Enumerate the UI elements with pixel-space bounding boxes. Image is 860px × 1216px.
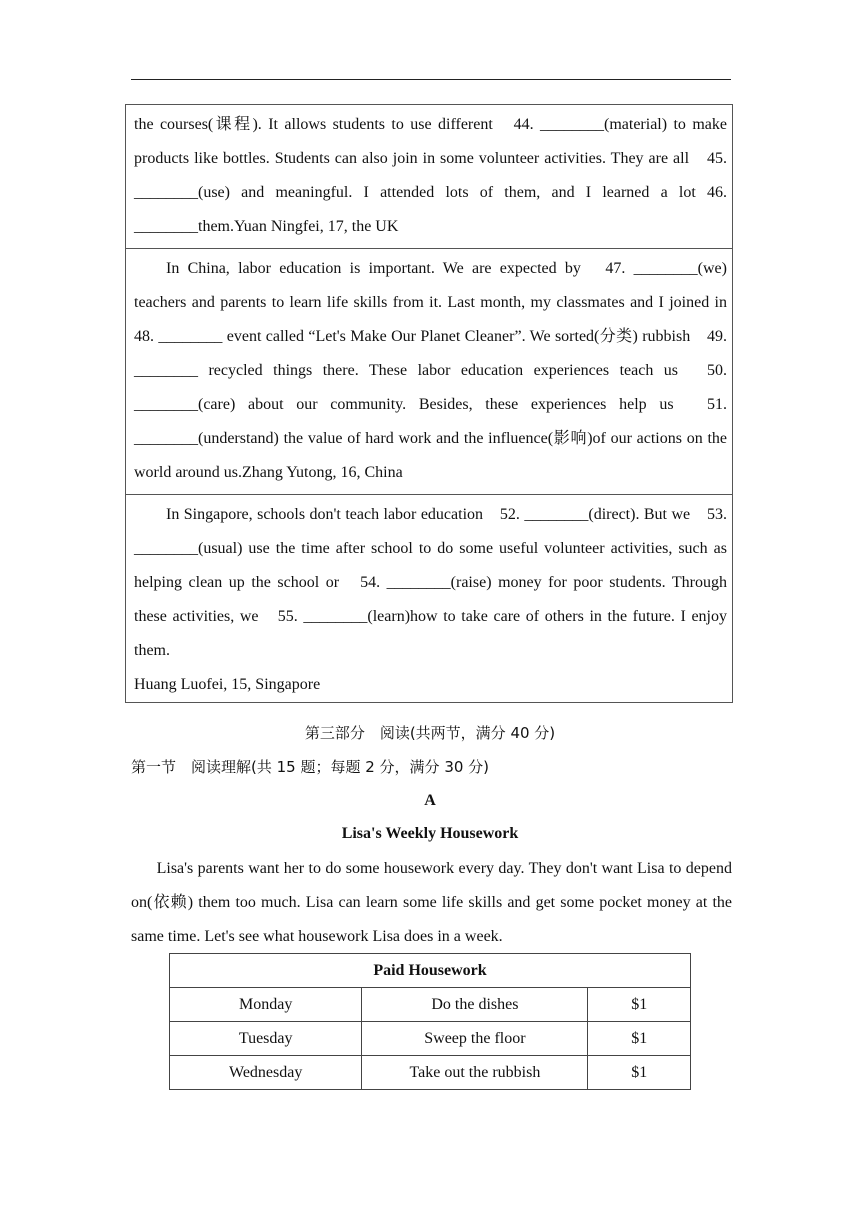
passage-text-uk: the courses(课程). It allows students to use different 44. ________(material) to make products like bottles. Students can also join in some volunteer activities. They are all 45. ________(use) and meaningful. I attended lots of them, and I learned a lot 46. ________them.Yuan Ningfei, 17, the UK <box>134 116 728 235</box>
passage-text-singapore: In Singapore, schools don't teach labor education 52. ________(direct). But we 53. ________(usual) use the time after school to do some useful volunteer activities, such as helping clean up the school or 54. ________(raise) money for poor students. Through these activities, we 55. ________(learn)how to take care of others in the future. I enjoy them. <box>134 506 728 659</box>
day-cell: Monday <box>170 988 362 1022</box>
section-heading: 第三部分 阅读(共两节，满分 40 分) <box>304 724 556 742</box>
header-rule <box>131 79 731 80</box>
pay-cell: $1 <box>588 1056 691 1090</box>
housework-table <box>169 953 691 1090</box>
passage-cell-china <box>126 249 744 495</box>
table-header-row <box>170 954 691 988</box>
passage-box <box>125 104 744 703</box>
day-cell: Tuesday <box>170 1022 362 1056</box>
table-row <box>170 988 691 1022</box>
task-cell: Sweep the floor <box>362 1022 588 1056</box>
pay-cell: $1 <box>588 1022 691 1056</box>
passage-cell-uk <box>126 105 732 249</box>
passage-cell-singapore <box>126 495 732 702</box>
task-cell: Take out the rubbish <box>362 1056 588 1090</box>
passage-text-china: In China, labor education is important. We are expected by 47. ________(we) teachers and parents to learn life skills from it. Last month, my classmates and I joined in 48. ________ event called “Let's Make Our Planet Cleaner”. We sorted(分类) rubbish 49. ________ recycled things there. These labor education experiences teach us 50. ________(care) about our community. Besides, these experiences help us 51. ________(understand) the value of hard work and the influence(影响)of our actions on the world around us.Zhang Yutong, 16, China <box>134 260 744 481</box>
task-cell: Do the dishes <box>362 988 588 1022</box>
table-row <box>170 1022 691 1056</box>
table-row <box>170 1056 691 1090</box>
section-subheading: 第一节 阅读理解(共 15 题；每题 2 分，满分 30 分) <box>131 758 490 776</box>
reading-title: Lisa's Weekly Housework <box>341 825 519 842</box>
signature-singapore: Huang Luofei, 15, Singapore <box>134 676 321 693</box>
reading-intro: Lisa's parents want her to do some housework every day. They don't want Lisa to depend on(依赖) them too much. Lisa can learn some life skills and get some pocket money at the same time. Let's see what housework Lisa does in a week. <box>131 860 732 945</box>
day-cell: Wednesday <box>170 1056 362 1090</box>
passage-letter: A <box>424 792 436 809</box>
pay-cell: $1 <box>588 988 691 1022</box>
table-header: Paid Housework <box>170 954 691 988</box>
